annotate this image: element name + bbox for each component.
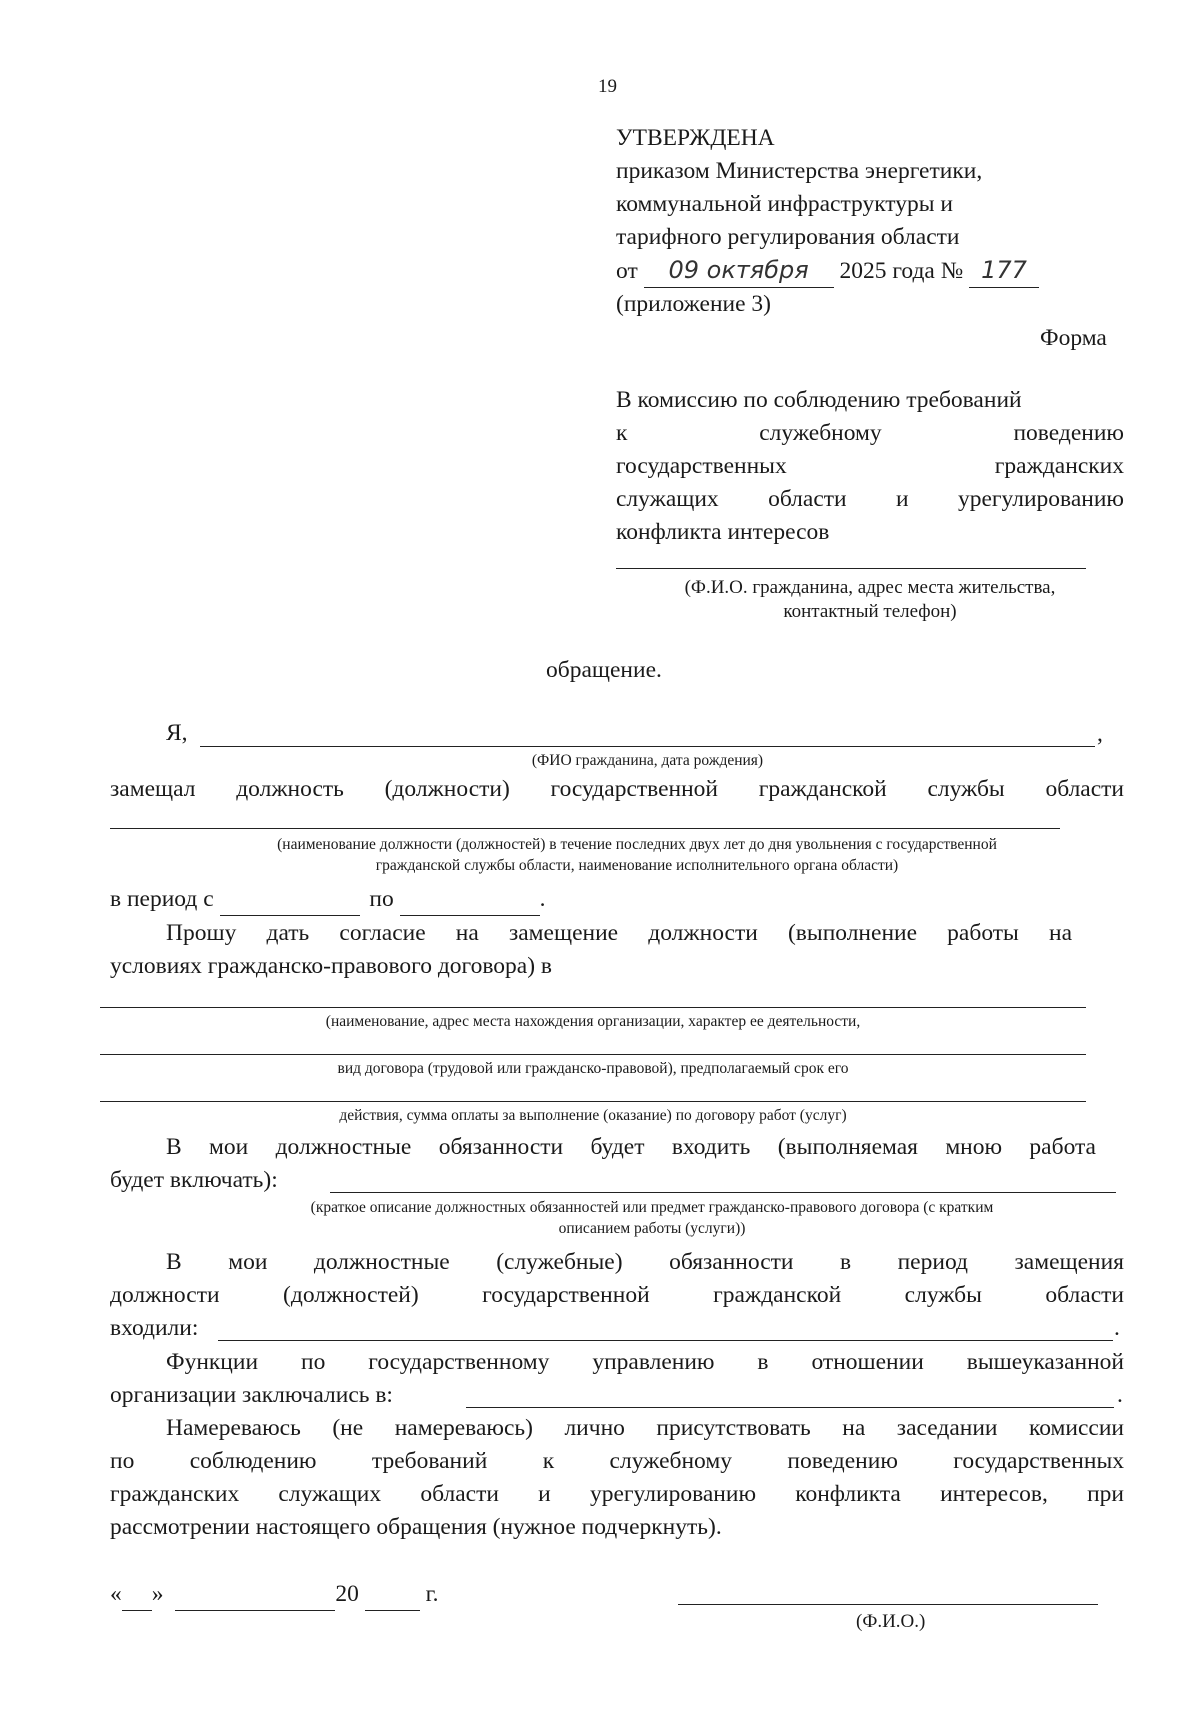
past-duties-line1: В мои должностные (служебные) обязанности в период замещения [166, 1249, 1124, 1275]
intend-line3: гражданских служащих области и урегулированию конфликта интересов, при [110, 1481, 1124, 1507]
applicant-info-field[interactable] [616, 568, 1086, 569]
functions-line1: Функции по государственному управлению в отношении вышеуказанной [166, 1349, 1124, 1375]
period-from-label: в период с [110, 886, 214, 912]
year-prefix: 20 [335, 1581, 359, 1607]
fio-field[interactable] [200, 746, 1095, 747]
org-caption2: вид договора (трудовой или гражданско-правовой), предполагаемый срок его [337, 1060, 849, 1077]
applicant-info-caption1: (Ф.И.О. гражданина, адрес места жительства, [684, 577, 1056, 598]
addressee-line3: государственных гражданских [616, 453, 1124, 479]
document-heading: обращение. [546, 657, 662, 683]
duties-field[interactable] [330, 1192, 1116, 1193]
position-caption2: гражданской службы области, наименование исполнительного органа области) [375, 857, 899, 874]
period-to-label: по [369, 886, 394, 912]
org-caption3: действия, сумма оплаты за выполнение (оказание) по договору работ (услуг) [339, 1107, 847, 1124]
request-line1: Прошу дать согласие на замещение должности (выполнение работы на [166, 920, 1072, 946]
form-label: Форма [1040, 325, 1107, 351]
year-field[interactable] [365, 1586, 420, 1611]
org-field-line2[interactable] [100, 1054, 1086, 1055]
year-suffix: г. [425, 1581, 439, 1607]
approval-line1: приказом Министерства энергетики, [616, 158, 983, 184]
functions-field[interactable] [466, 1407, 1114, 1408]
approval-line2: коммунальной инфраструктуры и [616, 191, 953, 217]
intend-line4: рассмотрении настоящего обращения (нужное подчеркнуть). [110, 1514, 722, 1540]
ya-label: Я, [166, 720, 188, 746]
request-line2: условиях гражданско-правового договора) в [110, 953, 552, 979]
addressee-line1: В комиссию по соблюдению требований [616, 387, 1022, 413]
position-field[interactable] [110, 828, 1060, 829]
org-field-line1[interactable] [100, 1007, 1086, 1008]
signature-fio-field[interactable] [678, 1604, 1098, 1605]
intend-line1: Намереваюсь (не намереваюсь) лично присутствовать на заседании комиссии [166, 1415, 1124, 1441]
past-duties-line3: входили: [110, 1315, 199, 1341]
org-field-line3[interactable] [100, 1101, 1086, 1102]
approval-line3: тарифного регулирования области [616, 224, 960, 250]
past-duties-field[interactable] [218, 1340, 1113, 1341]
applicant-info-caption2: контактный телефон) [783, 601, 957, 622]
handwritten-date: 09 октября [644, 254, 834, 288]
date-line: « » 20 г. [110, 1578, 439, 1611]
past-duties-end: . [1114, 1315, 1120, 1341]
month-field[interactable] [175, 1586, 335, 1611]
position-caption1: (наименование должности (должностей) в течение последних двух лет до дня увольнения с государственной [277, 836, 997, 853]
addressee-line5: конфликта интересов [616, 519, 830, 545]
period-from-field[interactable] [220, 891, 360, 916]
date-suffix: 2025 года № [839, 258, 964, 284]
org-caption1: (наименование, адрес места нахождения организации, характер ее деятельности, [325, 1013, 861, 1030]
fio-caption: (ФИО гражданина, дата рождения) [531, 752, 764, 769]
day-field[interactable] [122, 1586, 152, 1611]
fio-comma: , [1097, 721, 1103, 747]
duties-caption1: (краткое описание должностных обязанностей или предмет гражданско-правового договора (с кратким [310, 1199, 994, 1216]
duties-line2: будет включать): [110, 1167, 278, 1193]
annex-label: (приложение 3) [616, 291, 772, 317]
addressee-line4: служащих области и урегулированию [616, 486, 1124, 512]
period-line: в период с по . [110, 883, 545, 916]
period-to-field[interactable] [400, 891, 540, 916]
signature-fio-caption: (Ф.И.О.) [856, 1611, 926, 1632]
approval-title: УТВЕРЖДЕНА [616, 125, 775, 151]
duties-line1: В мои должностные обязанности будет входить (выполняемая мною работа [166, 1134, 1096, 1160]
addressee-line2: к служебному поведению [616, 420, 1124, 446]
approval-date-line [616, 254, 1039, 288]
functions-end: . [1117, 1382, 1123, 1408]
duties-caption2: описанием работы (услуги)) [558, 1220, 746, 1237]
intend-line2: по соблюдению требований к служебному поведению государственных [110, 1448, 1124, 1474]
functions-line2: организации заключались в: [110, 1382, 393, 1408]
past-duties-line2: должности (должностей) государственной гражданской службы области [110, 1282, 1124, 1308]
held-position-text: замещал должность (должности) государственной гражданской службы области [110, 776, 1124, 802]
date-prefix: от [616, 258, 638, 284]
handwritten-order-number: 177 [969, 254, 1039, 288]
page-number: 19 [598, 76, 617, 97]
